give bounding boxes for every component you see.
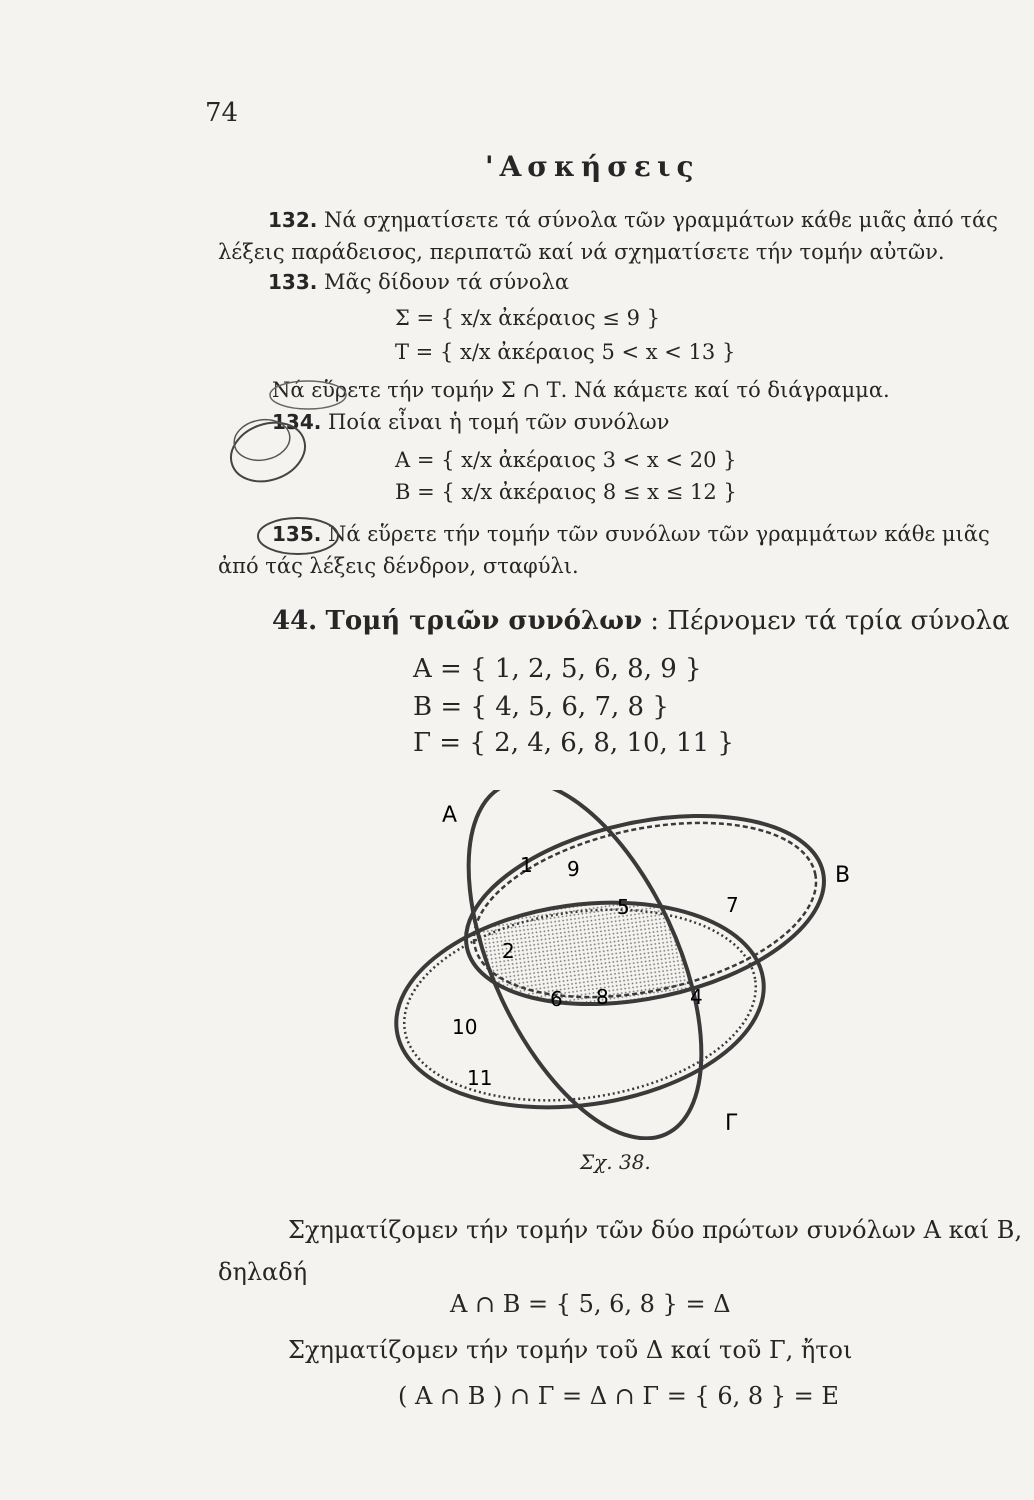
element-11: 11 bbox=[467, 1066, 493, 1090]
exercise-132-number: 132. bbox=[268, 208, 318, 232]
set-G: Γ = { 2, 4, 6, 8, 10, 11 } bbox=[413, 728, 734, 758]
figure-caption: Σχ. 38. bbox=[580, 1150, 651, 1174]
label-G: Γ bbox=[725, 1111, 738, 1136]
element-6: 6 bbox=[550, 987, 563, 1011]
conclusion-line3: Σχηματίζομεν τήν τομήν τοῦ Δ καί τοῦ Γ, ἤτοι bbox=[288, 1336, 853, 1364]
element-7: 7 bbox=[726, 893, 739, 917]
set-beta-134: Β = { x/x ἀκέραιος 8 ≤ x ≤ 12 } bbox=[395, 480, 737, 504]
section-44-title bbox=[272, 606, 1010, 636]
label-A: Α bbox=[442, 803, 458, 828]
set-A: Α = { 1, 2, 5, 6, 8, 9 } bbox=[413, 654, 702, 684]
element-9: 9 bbox=[567, 857, 580, 881]
page-number: 74 bbox=[205, 98, 239, 128]
exercise-134-text: Ποία εἶναι ἡ τομή τῶν συνόλων bbox=[328, 410, 670, 434]
conclusion-line1: Σχηματίζομεν τήν τομήν τῶν δύο πρώτων συνόλων Α καί Β, bbox=[288, 1216, 1023, 1244]
venn-diagram bbox=[370, 790, 870, 1140]
element-2: 2 bbox=[502, 939, 515, 963]
pencil-mark-133 bbox=[270, 381, 346, 409]
pencil-circle-135 bbox=[258, 518, 338, 554]
set-alpha-134: Α = { x/x ἀκέραιος 3 < x < 20 } bbox=[395, 448, 737, 472]
element-8: 8 bbox=[596, 985, 609, 1009]
element-10: 10 bbox=[452, 1015, 478, 1039]
exercises-heading: 'Ασκήσεις bbox=[485, 150, 700, 183]
element-4: 4 bbox=[690, 985, 703, 1009]
element-5: 5 bbox=[617, 895, 630, 919]
section-44-text: : Πέρνομεν τά τρία σύνολα bbox=[650, 606, 1010, 636]
exercise-135-number: 135. bbox=[272, 522, 322, 546]
equation-epsilon: ( Α ∩ Β ) ∩ Γ = Δ ∩ Γ = { 6, 8 } = Ε bbox=[398, 1382, 839, 1410]
pencil-circle-134 bbox=[223, 413, 314, 492]
section-44-number: 44. bbox=[272, 606, 318, 636]
set-tau: Τ = { x/x ἀκέραιος 5 < x < 13 } bbox=[395, 340, 736, 364]
exercise-135-line2: ἀπό τάς λέξεις δένδρον, σταφύλι. bbox=[218, 554, 579, 578]
exercise-133-text: Μᾶς δίδουν τά σύνολα bbox=[324, 270, 570, 294]
exercise-132-line2: λέξεις παράδεισος, περιπατῶ καί νά σχηματίσετε τήν τομήν αὐτῶν. bbox=[218, 240, 945, 264]
exercise-134-number: 134. bbox=[272, 410, 322, 434]
exercise-135-text: Νά εὕρετε τήν τομήν τῶν συνόλων τῶν γραμμάτων κάθε μιᾶς bbox=[328, 522, 990, 546]
set-B: Β = { 4, 5, 6, 7, 8 } bbox=[413, 692, 669, 722]
label-B: Β bbox=[835, 863, 851, 888]
pencil-annotations bbox=[0, 0, 1034, 600]
conclusion-line2: δηλαδή bbox=[218, 1258, 308, 1286]
equation-delta: Α ∩ Β = { 5, 6, 8 } = Δ bbox=[450, 1290, 731, 1318]
set-sigma: Σ = { x/x ἀκέραιος ≤ 9 } bbox=[395, 306, 660, 330]
element-1: 1 bbox=[520, 853, 533, 877]
exercise-132-text: Νά σχηματίσετε τά σύνολα τῶν γραμμάτων κάθε μιᾶς ἀπό τάς bbox=[324, 208, 998, 232]
exercise-133-number: 133. bbox=[268, 270, 318, 294]
section-44-heading: Τομή τριῶν συνόλων bbox=[325, 606, 643, 636]
exercise-133-line2: Νά εὕρετε τήν τομήν Σ ∩ Τ. Νά κάμετε καί τό διάγραμμα. bbox=[272, 378, 890, 402]
